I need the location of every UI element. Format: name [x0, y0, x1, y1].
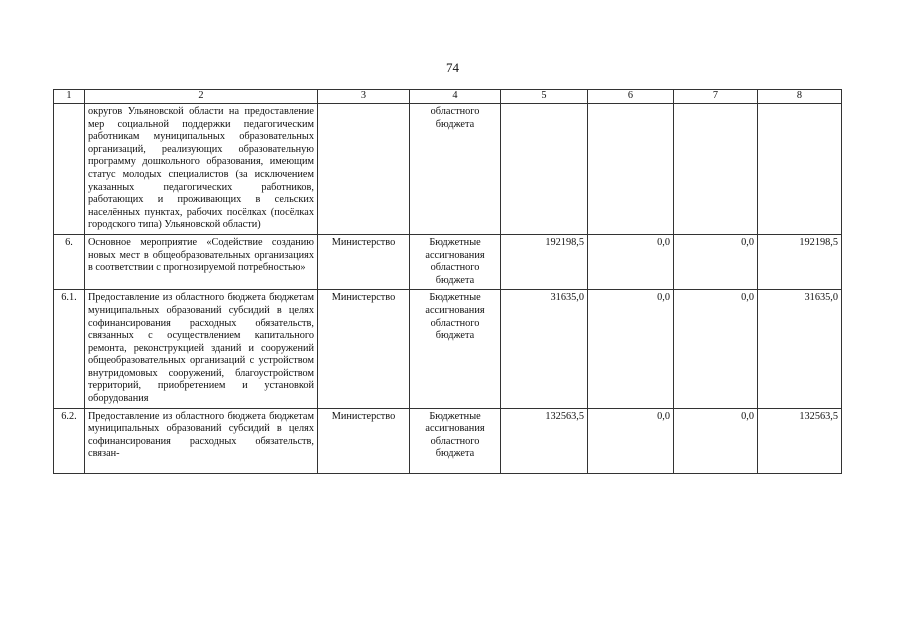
row-value-6: 0,0 — [588, 290, 674, 408]
table-row — [54, 104, 842, 235]
row-number: 6.2. — [54, 408, 85, 473]
col-header-1: 1 — [54, 90, 85, 104]
row-value-5: 31635,0 — [501, 290, 588, 408]
row-number: 6.1. — [54, 290, 85, 408]
row-description: Предоставление из областного бюджета бюджетам муниципальных образований субсидий в целях софинансирования расходных обязательств, связан- — [85, 408, 318, 473]
row-executor: Министерство — [318, 234, 410, 289]
row-value-8 — [758, 104, 842, 235]
program-table — [53, 89, 842, 474]
col-header-6: 6 — [588, 90, 674, 104]
row-value-8: 192198,5 — [758, 234, 842, 289]
col-header-2: 2 — [85, 90, 318, 104]
row-number — [54, 104, 85, 235]
row-funding-source: Бюджетные ассигнования областного бюджета — [410, 408, 501, 473]
row-value-7 — [674, 104, 758, 235]
col-header-4: 4 — [410, 90, 501, 104]
row-value-5: 132563,5 — [501, 408, 588, 473]
row-funding-source: Бюджетные ассигнования областного бюджета — [410, 234, 501, 289]
row-value-6 — [588, 104, 674, 235]
row-funding-source: Бюджетные ассигнования областного бюджета — [410, 290, 501, 408]
row-value-8: 132563,5 — [758, 408, 842, 473]
col-header-8: 8 — [758, 90, 842, 104]
table-row — [54, 408, 842, 473]
row-executor: Министерство — [318, 408, 410, 473]
col-header-3: 3 — [318, 90, 410, 104]
row-value-7: 0,0 — [674, 290, 758, 408]
row-value-8: 31635,0 — [758, 290, 842, 408]
row-executor — [318, 104, 410, 235]
row-description: Основное мероприятие «Содействие созданию новых мест в общеобразовательных организациях в соответствии с прогнозируемой потребностью» — [85, 234, 318, 289]
row-funding-source: областного бюджета — [410, 104, 501, 235]
row-number: 6. — [54, 234, 85, 289]
row-description: Предоставление из областного бюджета бюджетам муниципальных образований субсидий в целях софинансирования расходных обязательств, связанных с осуществлением капитального ремонта, реконструкцией зданий и сооружений общеобразовательных организаций с устройством внутридомовых сооружений, благоустройством территорий, приобретением и установкой оборудования — [85, 290, 318, 408]
row-value-5: 192198,5 — [501, 234, 588, 289]
row-executor: Министерство — [318, 290, 410, 408]
col-header-7: 7 — [674, 90, 758, 104]
row-value-5 — [501, 104, 588, 235]
table-row — [54, 290, 842, 408]
page-number: 74 — [446, 60, 459, 75]
row-value-7: 0,0 — [674, 408, 758, 473]
table-row — [54, 234, 842, 289]
header-row — [54, 90, 842, 104]
row-value-7: 0,0 — [674, 234, 758, 289]
row-description: округов Ульяновской области на предоставление мер социальной поддержки педагогическим работникам муниципальных образовательных организаций, реализующих образовательную программу дошкольного образования, имеющим статус молодых специалистов (за исключением указанных педагогических работников, работающих и проживающих в сельских населённых пунктах, рабочих посёлках (посёлках городского типа) Ульяновской области) — [85, 104, 318, 235]
row-value-6: 0,0 — [588, 234, 674, 289]
row-value-6: 0,0 — [588, 408, 674, 473]
col-header-5: 5 — [501, 90, 588, 104]
